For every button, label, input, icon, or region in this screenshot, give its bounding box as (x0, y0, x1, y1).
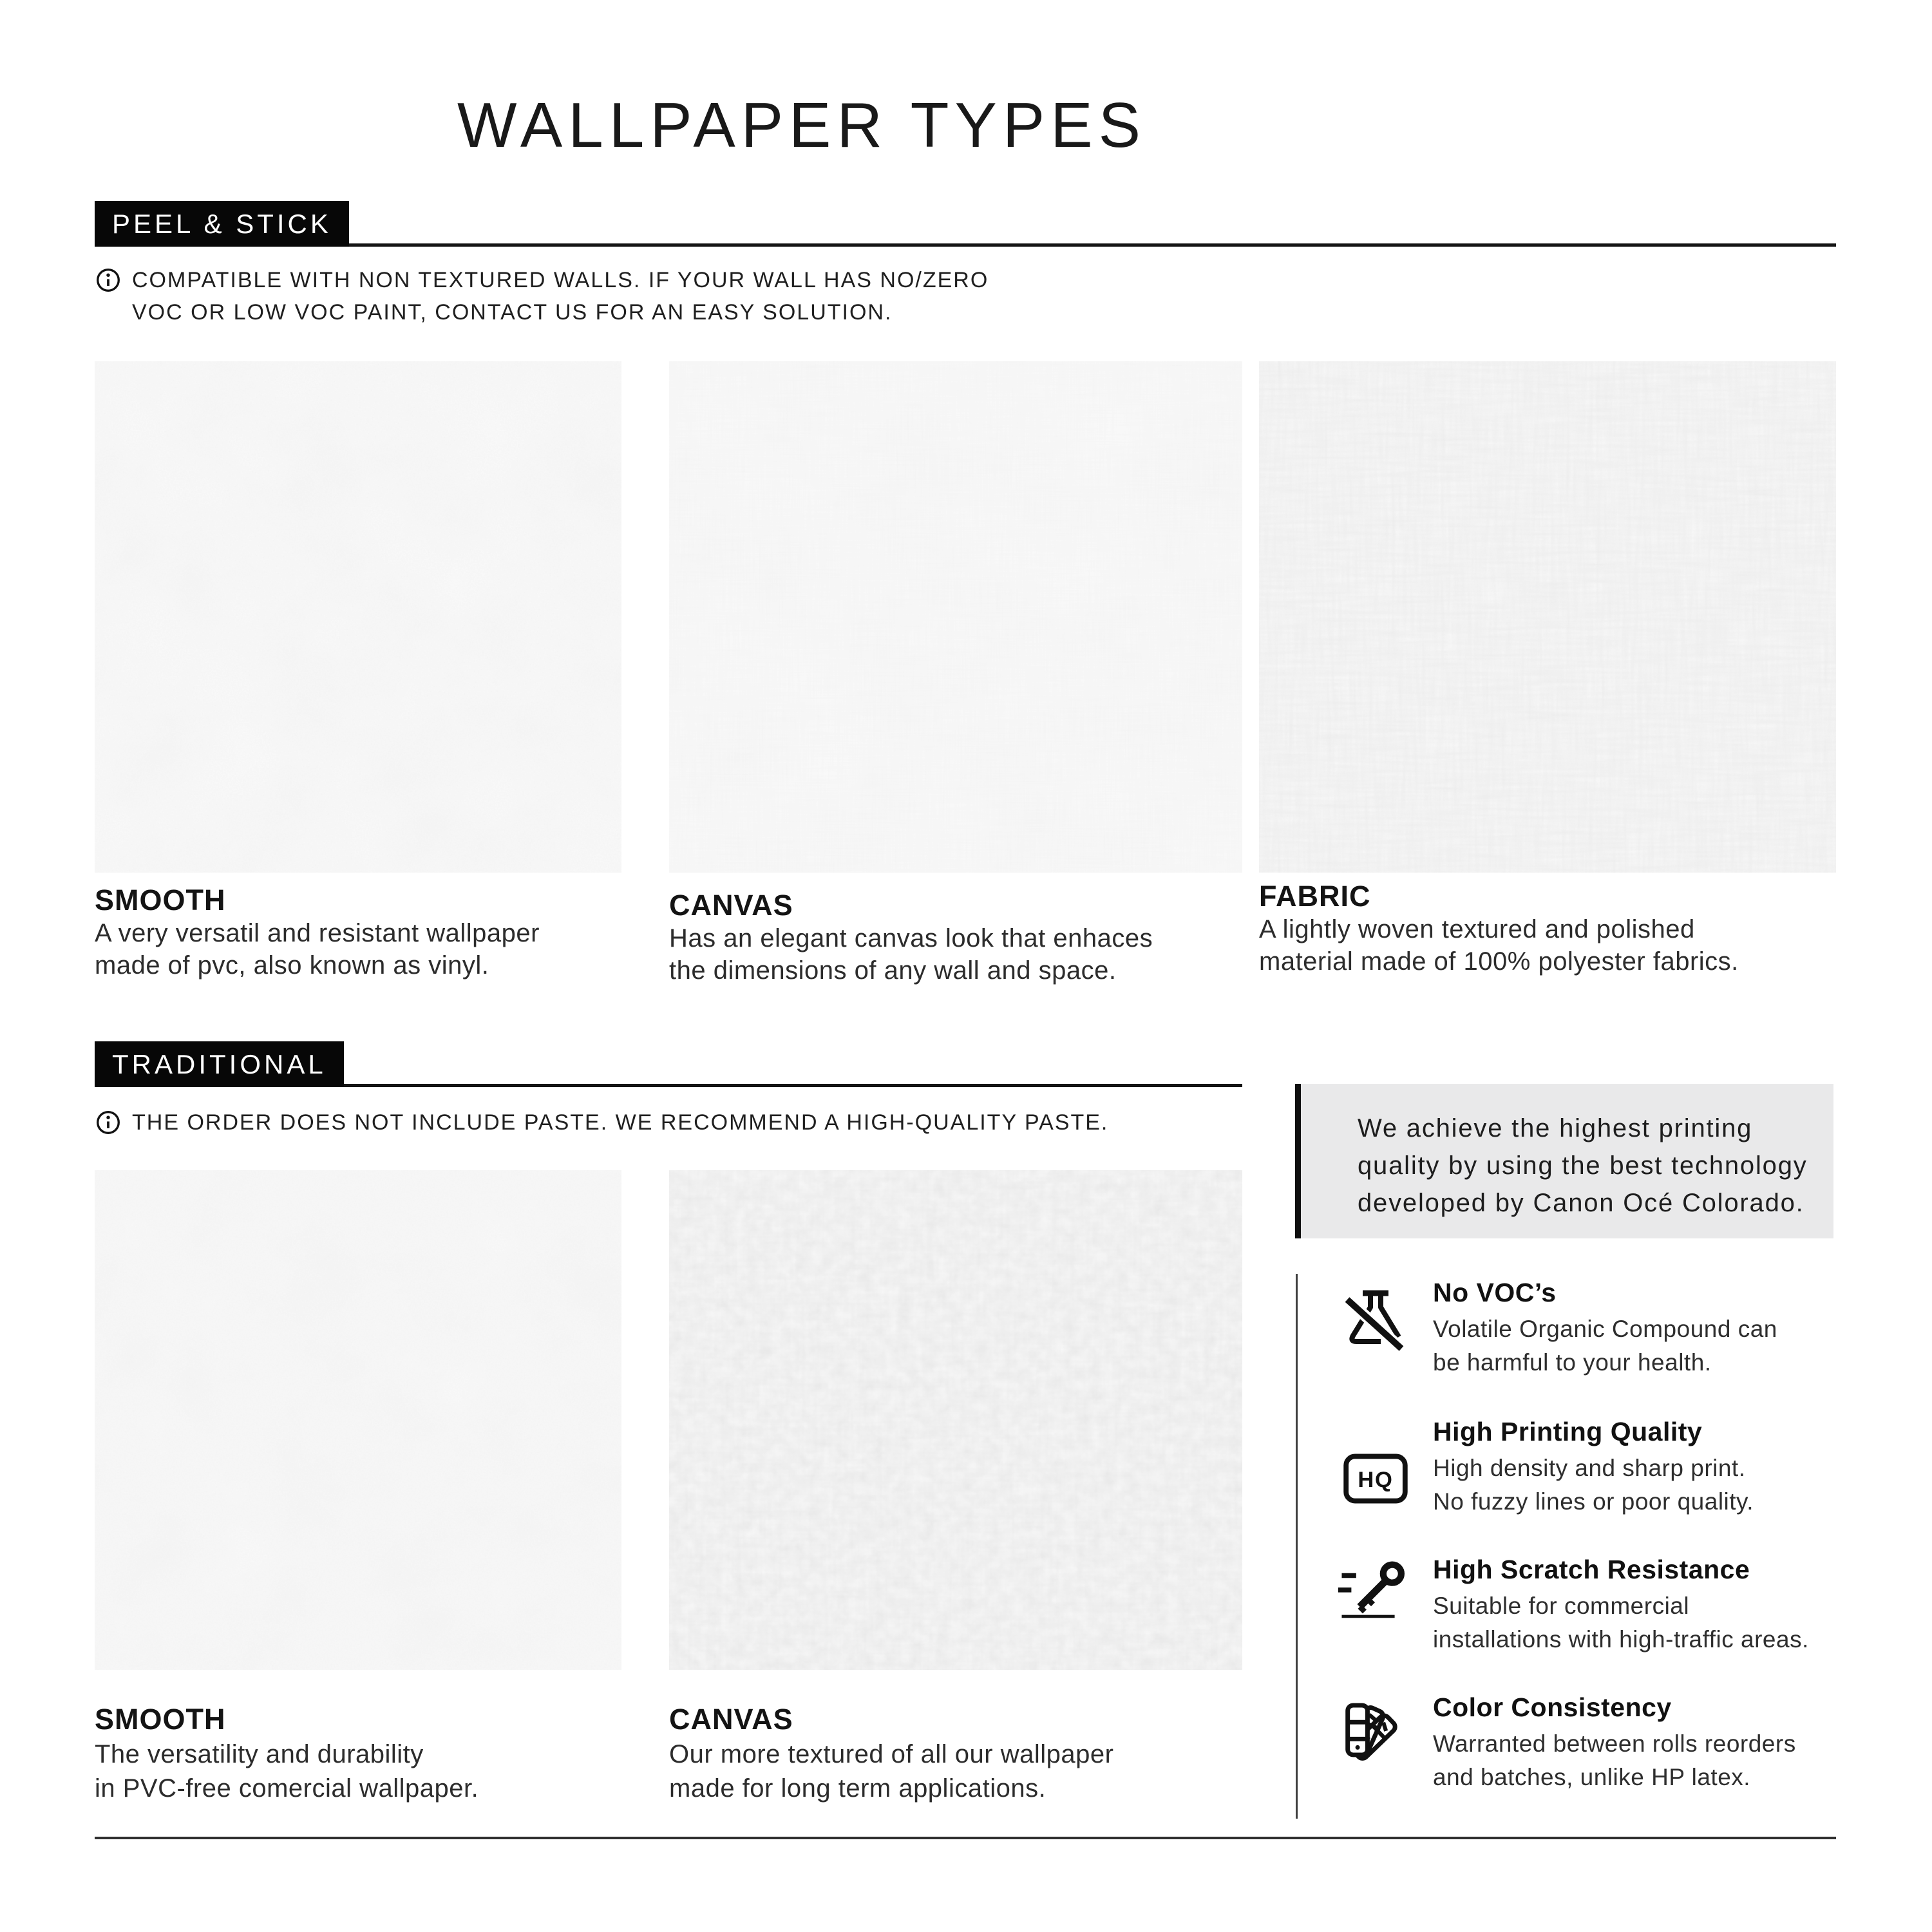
feature-text (1433, 1692, 1796, 1794)
desc-line: High density and sharp print. (1433, 1455, 1746, 1481)
bottom-divider-rule (95, 1837, 1836, 1839)
traditional-note (95, 1106, 1108, 1139)
desc-line: A lightly woven textured and polished (1259, 915, 1695, 943)
swatch-label-smooth: SMOOTH (95, 884, 226, 916)
feature-desc (1433, 1312, 1777, 1379)
feature-text (1433, 1555, 1809, 1656)
feature-title: No VOC’s (1433, 1278, 1557, 1307)
quote-line: We achieve the highest printing (1358, 1114, 1753, 1142)
desc-line: be harmful to your health. (1433, 1349, 1712, 1376)
peel-stick-note-text (132, 264, 989, 328)
feature-desc (1433, 1452, 1754, 1519)
swatch-desc-canvas (669, 922, 1153, 987)
hq-badge-text: HQ (1358, 1467, 1394, 1492)
feature-desc (1433, 1589, 1809, 1656)
desc-line: A very versatil and resistant wallpaper (95, 919, 540, 947)
note-line: VOC OR LOW VOC PAINT, CONTACT US FOR AN EASY SOLUTION. (132, 300, 893, 325)
printing-quality-quote (1295, 1084, 1833, 1238)
page-title: WALLPAPER TYPES (457, 90, 1146, 160)
info-icon (95, 1109, 122, 1136)
peel-stick-section-header: PEEL & STICK (95, 201, 349, 247)
desc-line: made of pvc, also known as vinyl. (95, 951, 489, 980)
feature-text (1433, 1278, 1777, 1379)
swatch-traditional-canvas (669, 1170, 1242, 1670)
feature-title: High Scratch Resistance (1433, 1555, 1750, 1584)
swatch-desc-smooth (95, 917, 540, 981)
feature-desc (1433, 1727, 1796, 1794)
feature-title: Color Consistency (1433, 1692, 1672, 1722)
desc-line: made for long term applications. (669, 1774, 1046, 1803)
peel-stick-section-rule (95, 243, 1836, 247)
traditional-section-header: TRADITIONAL (95, 1041, 344, 1087)
desc-line: Our more textured of all our wallpaper (669, 1740, 1114, 1768)
swatch-label-canvas-traditional: CANVAS (669, 1703, 793, 1736)
quote-line: developed by Canon Océ Colorado. (1358, 1189, 1804, 1217)
feature-title: High Printing Quality (1433, 1417, 1703, 1446)
swatch-desc-smooth-traditional (95, 1738, 478, 1806)
swatch-peel-smooth (95, 361, 621, 873)
desc-line: and batches, unlike HP latex. (1433, 1764, 1751, 1790)
swatch-peel-fabric (1259, 361, 1836, 873)
scratch-key-icon (1337, 1558, 1409, 1619)
swatch-peel-canvas (669, 361, 1242, 873)
feature-text (1433, 1417, 1754, 1519)
swatch-label-fabric: FABRIC (1259, 880, 1371, 913)
swatch-desc-canvas-traditional (669, 1738, 1113, 1806)
quote-line: quality by using the best technology (1358, 1151, 1808, 1180)
peel-stick-note (95, 264, 989, 328)
desc-line: material made of 100% polyester fabrics. (1259, 947, 1739, 976)
desc-line: Warranted between rolls reorders (1433, 1730, 1796, 1757)
desc-line: Suitable for commercial (1433, 1593, 1690, 1619)
no-voc-flask-icon (1341, 1285, 1405, 1352)
desc-line: the dimensions of any wall and space. (669, 956, 1117, 985)
desc-line: in PVC-free comercial wallpaper. (95, 1774, 479, 1803)
swatch-desc-fabric (1259, 913, 1739, 978)
color-swatchbook-icon (1343, 1699, 1407, 1763)
features-divider-line (1296, 1274, 1298, 1819)
hq-badge-icon (1343, 1453, 1408, 1504)
swatch-traditional-smooth (95, 1170, 621, 1670)
swatch-label-smooth-traditional: SMOOTH (95, 1703, 226, 1736)
desc-line: Has an elegant canvas look that enhaces (669, 924, 1153, 952)
info-icon (95, 267, 122, 294)
desc-line: The versatility and durability (95, 1740, 424, 1768)
desc-line: Volatile Organic Compound can (1433, 1316, 1777, 1342)
desc-line: No fuzzy lines or poor quality. (1433, 1488, 1754, 1515)
desc-line: installations with high-traffic areas. (1433, 1626, 1809, 1653)
swatch-label-canvas: CANVAS (669, 889, 793, 922)
note-line: COMPATIBLE WITH NON TEXTURED WALLS. IF YOUR WALL HAS NO/ZERO (132, 268, 989, 292)
traditional-note-text: THE ORDER DOES NOT INCLUDE PASTE. WE RECOMMEND A HIGH-QUALITY PASTE. (132, 1110, 1109, 1135)
